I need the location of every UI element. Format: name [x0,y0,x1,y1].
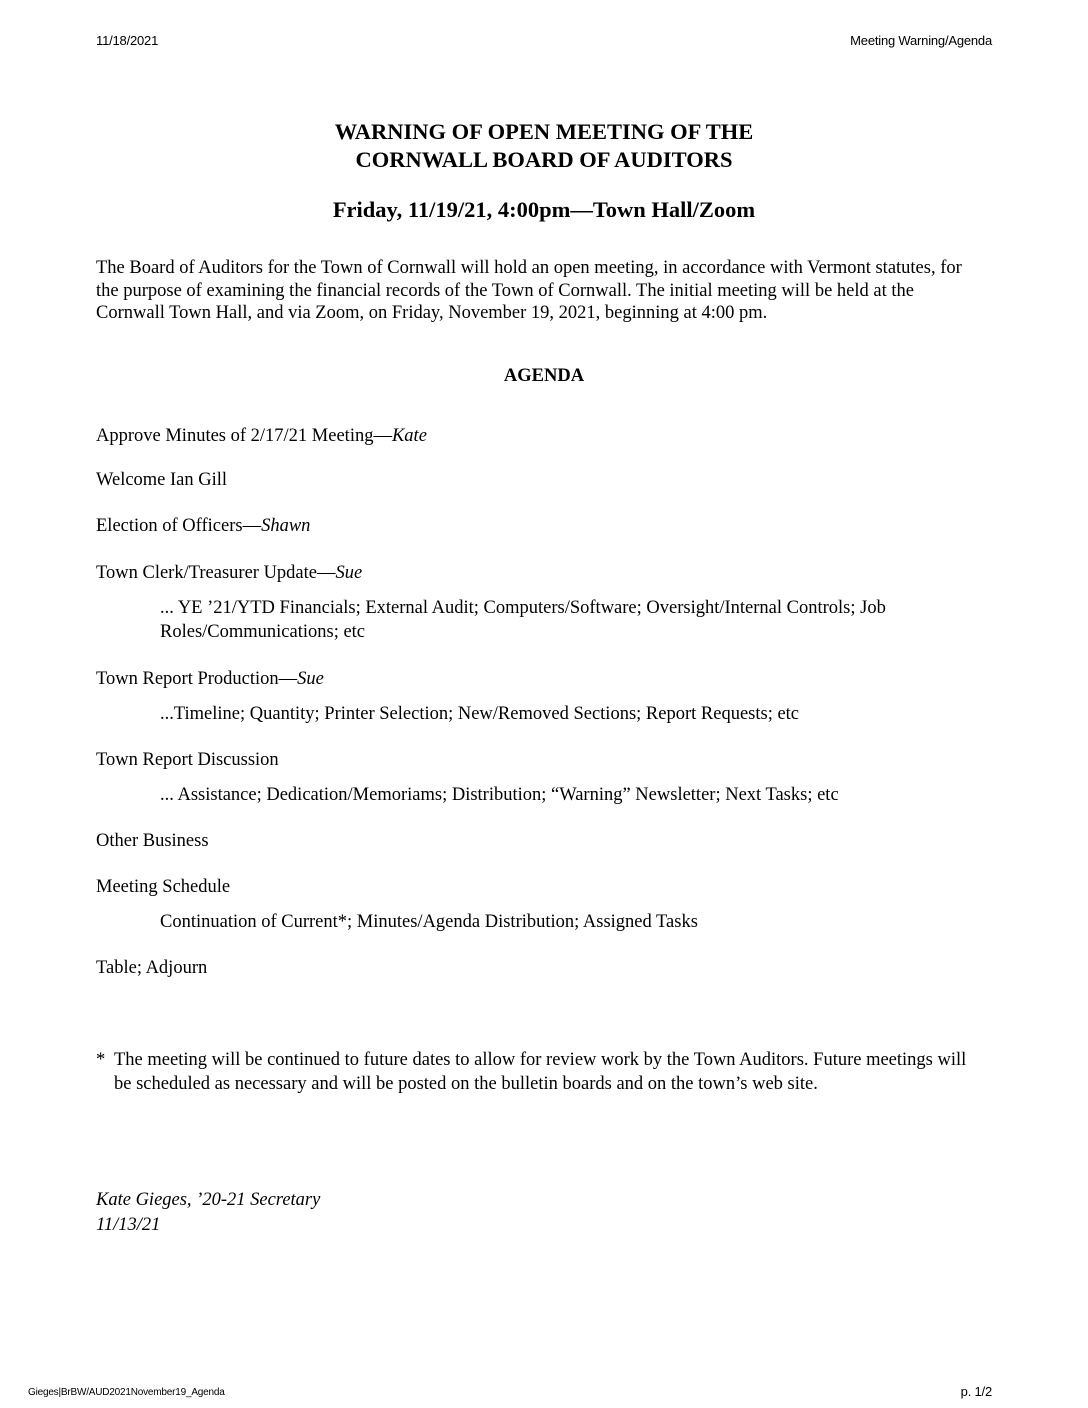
print-date: 11/18/2021 [96,33,159,48]
signature-date: 11/13/21 [96,1215,161,1235]
agenda-item-other-business [96,829,209,853]
print-doc-title: Meeting Warning/Agenda [850,33,992,48]
meeting-datetime: Friday, 11/19/21, 4:00pm—Town Hall/Zoom [332,197,756,222]
agenda-item-report-production [96,667,324,691]
title-line-1: WARNING OF OPEN MEETING OF THE [334,119,754,144]
agenda-item-election [96,514,310,538]
agenda-heading: AGENDA [503,366,585,386]
agenda-item-label: Town Clerk/Treasurer Update— [96,563,336,583]
intro-paragraph: The Board of Auditors for the Town of Cornwall will hold an open meeting, in accordance with Vermont statutes, for the purpose of examining the financial records of the Town of Cornwall. The initial meeting will be held at the Cornwall Town Hall, and via Zoom, on Friday, November 19, 2021, beginning at 4:00 pm. [96,258,962,323]
agenda-item-label: Town Report Production— [96,669,298,689]
title-line-2: CORNWALL BOARD OF AUDITORS [355,147,733,172]
page-number: p. 1/2 [960,1384,992,1399]
agenda-item-presenter: Sue [297,669,324,689]
agenda-item-detail: ... YE ’21/YTD Financials; External Audit; Computers/Software; Oversight/Internal Controls; Job Roles/Communications; etc [160,598,886,642]
agenda-item-presenter: Kate [391,426,427,446]
agenda-item-clerk-update [96,561,362,585]
agenda-item-meeting-schedule [96,875,230,899]
agenda-item-detail: Continuation of Current*; Minutes/Agenda Distribution; Assigned Tasks [160,912,698,932]
agenda-item-label: Welcome Ian Gill [96,470,228,490]
agenda-item-welcome [96,468,227,492]
footnote [96,1048,986,1096]
footnote-text: The meeting will be continued to future dates to allow for review work by the Town Auditors. Future meetings will be scheduled as necessary and will be posted on the bulletin boards and on the town’s web site. [114,1050,967,1094]
agenda-item-presenter: Shawn [261,516,311,536]
page-title [0,118,1088,174]
agenda-item-detail: ...Timeline; Quantity; Printer Selection; New/Removed Sections; Report Requests; etc [160,704,800,724]
agenda-item-label: Meeting Schedule [96,877,231,897]
agenda-item-label: Approve Minutes of 2/17/21 Meeting— [96,426,392,446]
agenda-item-label: Table; Adjourn [96,958,208,978]
agenda-item-approve-minutes [96,424,427,448]
signature-name: Kate Gieges, ’20-21 Secretary [96,1190,321,1210]
footer-file-path: Gieges|BrBW/AUD2021November19_Agenda [28,1387,225,1398]
agenda-item-adjourn [96,956,207,980]
agenda-item-presenter: Sue [335,563,363,583]
footnote-marker: * [96,1050,106,1070]
agenda-item-report-discussion [96,748,279,772]
agenda-item-label: Election of Officers— [96,516,262,536]
agenda-item-detail: ... Assistance; Dedication/Memoriams; Distribution; “Warning” Newsletter; Next Tasks; etc [160,785,839,805]
agenda-item-label: Other Business [96,831,209,851]
agenda-item-label: Town Report Discussion [96,750,279,770]
